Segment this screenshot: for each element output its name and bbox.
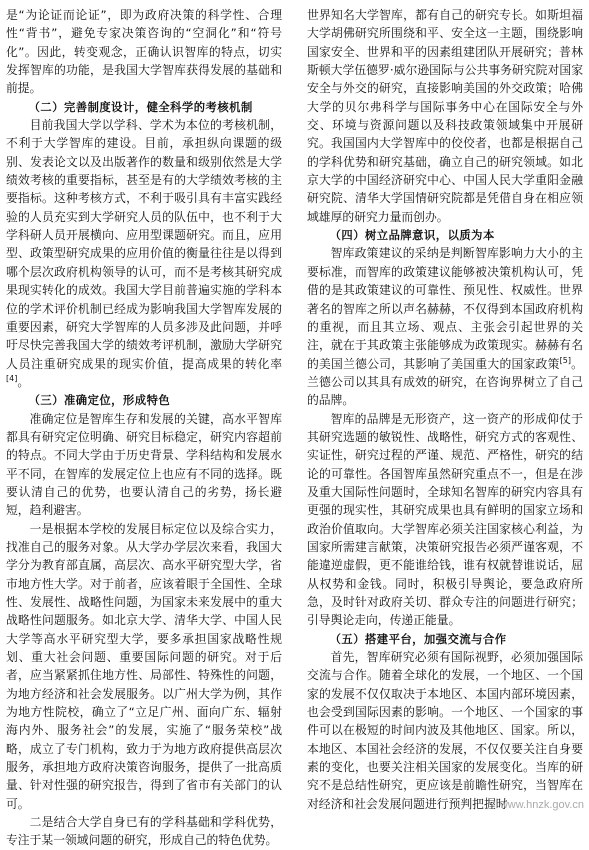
citation-mark[interactable]: [5] [559,355,571,365]
left-column [6,6,282,850]
paragraph: 准确定位是智库生存和发展的关键，高水平智库都具有研究定位明确、研究目标稳定，研究内容超前的特点。不同大学由于历史背景、学科结构和发展水平不同，在智库的发展定位上也应有不同的选择。既要认清自己的优势，也要认清自己的劣势，扬长避短，趋利避害。 [6,411,282,518]
paragraph [307,244,583,409]
paragraph: 首先，智库研究必须有国际视野，必须加强国际交流与合作。随着全球化的发展，一个地区、一个国家的发展不仅仅取决于本地区、本国内部环境因素，也会受到国际因素的影响。一个地区、一个国家的事件可以在极短的时间内波及其他地区、国家。所以，本地区、本国社会经济的发展，不仅仅要关注自身要素的变化，也要关注相关国家的发展变化。当库的研究不是总结性研究，更应该是前瞻性研究，当智库在对经济和社会发展问题进行预判把握时 [307,650,583,811]
paragraph: 二是结合大学自身已有的学科基础和学科优势，专注于某一领域问题的研究，形成自己的特色优势。 [6,815,282,848]
paragraph-text: 。 [17,374,30,389]
paragraph-text: 。兰德公司以其具有成效的研究，在咨询界树立了自己的品牌。 [307,356,583,408]
paragraph: 智库的品牌是无形资产，这一资产的形成仰仗于其研究选题的敏锐性、战略性，研究方式的客观性、实证性，研究过程的严谨、规范、严格性，研究的结论的可靠性。各国智库虽然研究重点不一，但是在涉及重大国际性问题时，全球知名智库的研究内容具有更强的现实性，其研究成果也具有鲜明的国家立场和政治价值取向。大学智库必须关注国家核心利益，为国家所需建言献策，决策研究报告必须严谨客观，不能違逆虚假，更不能谁给钱，谁有权就替谁说话，屈从权势和金钱。同时，积极引导舆论，要急政府所急，及时针对政府关切、群众专注的问题进行研究；引导舆论走向，传递正能量。 [307,411,583,628]
paragraph: 世界知名大学智库，都有自己的研究专长。如斯坦福大学胡佛研究所围绕和平、安全这一主题，围绕影响国家安全、世界和平的因素组建团队开展研究；普林斯顿大学伍德罗·威尔逊国际与公共事务研究院对国家安全与外交的研究，直接影响美国的外交政策；哈佛大学的贝尔弗科学与国际事务中心在国际安全与外交、环境与资源问题以及科技政策领域集中开展研究。我国国内大学智库中的佼佼者，也都是根据自己的学科优势和研究基础，确立自己的研究领域。如北京大学的中国经济研究中心、中国人民大学重阳金融研究院、清华大学国情研究院都是凭借自身在相应领域雄厚的研究力量而创办。 [307,8,583,224]
citation-mark[interactable]: [4] [6,373,18,383]
section-heading: （三）准确定位，形成特色 [28,393,171,408]
paragraph [6,116,282,391]
right-column [307,6,583,813]
watermark-url: www.hnzk.gov.cn [499,799,584,811]
paragraph: 是“为论证而论证”，即为政府决策的科学性、合理性“背书”，避免专家决策咨询的“空洞化”和“符号化”。因此，转变观念，正确认识智库的特点，切实发挥智库的功能，是我国大学智库获得发展的基础和前提。 [6,8,282,96]
paragraph: 一是根据本学校的发展目标定位以及综合实力，找准自己的服务对象。从大学办学层次来看，我国大学分为教育部直属，高层次、高水平研究型大学，省市地方性大学。对于前者，应该着眼于全国性、全球性、发展性、战略性问题，为国家未来发展中的重大战略性问题服务。如北京大学、清华大学、中国人民大学等高水平研究型大学，要多承担国家战略性规划、重大社会问题、重要国际问题的研究。对于后者，应当紧紧抓住地方性、局部性、特殊性的问题，为地方经济和社会发展服务。以广州大学为例，其作为地方性院校，确立了“立足广州、面向广东、辐射海内外、服务社会”的发展，实施了“服务荣校”战略，成立了专门机构，致力于为地方政府提供高层次服务，承担地方政府决策咨询服务，提供了一批高质量、针对性强的研究报告，得到了省市有关部门的认可。 [6,521,282,811]
section-heading: （四）树立品牌意识，以质为本 [329,228,495,243]
paragraph-text: 智库政策建议的采纳是判断智库影响力大小的主要标准，而智库的政策建议能够被决策机构认可，凭借的是其政策建议的可靠性、预见性、权威性。世界著名的智库之所以声名赫赫，不仅得到本国政府机构的重视，而且其立场、观点、主张会引起世界的关注，就在于其政策主张能够成为政策现实。赫赫有名的美国兰德公司，其影响了美国重大的国家政策 [307,246,583,371]
section-heading: （二）完善制度设计，健全科学的考核机制 [28,99,253,114]
paragraph-text: 目前我国大学以学科、学术为本位的考核机制，不利于大学智库的建设。目前，承担纵向课题的级别、发表论文以及出版著作的数量和级别依然是大学绩效考核的重要指标，甚至是有的大学绩效考核的主要指标。这种考核方式，不利于吸引具有丰富实践经验的人员充实到大学研究人员的队伍中，也不利于大学科研人员开展横向、应用型课题研究。而且，应用型、政策型研究成果的应用价值的衡量往往是以得到哪个层次政府机构领导的认可，而不是考核其研究成果现实转化的成效。我国大学目前普遍实施的学科本位的学术评价机制已经成为影响我国大学智库发展的重要因素，研究大学智库的人员多涉及此问题，并呼吁尽快完善我国大学的绩效考评机制，激励大学研究人员注重研究成果的现实价值，提高成果的转化率 [6,118,282,371]
section-heading: （五）搭建平台，加强交流与合作 [329,631,507,646]
